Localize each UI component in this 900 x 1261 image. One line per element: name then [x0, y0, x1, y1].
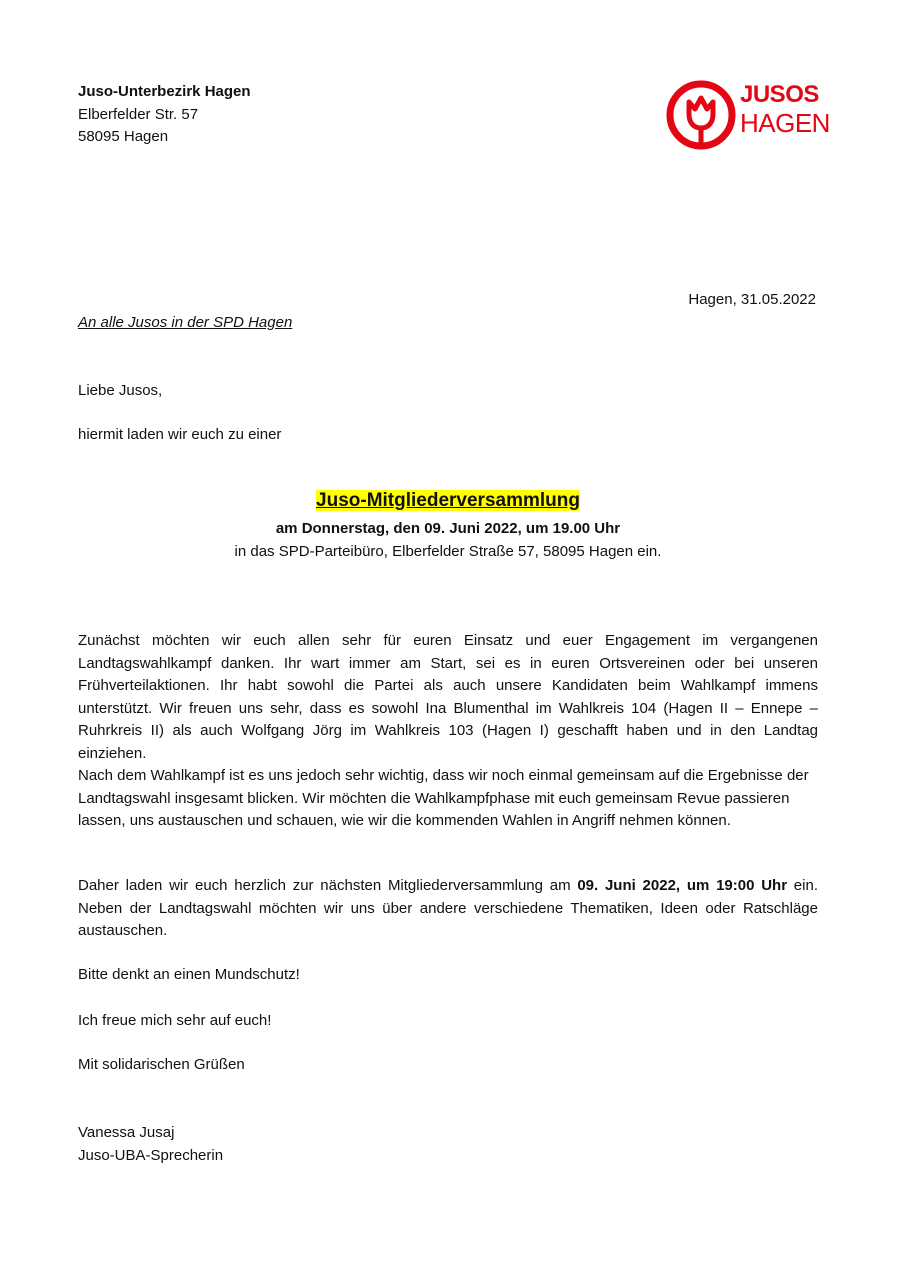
sender-name: Juso-Unterbezirk Hagen — [78, 83, 251, 100]
logo-wordmark — [740, 81, 830, 137]
intro-line: hiermit laden wir euch zu einer — [78, 426, 282, 443]
signer-name: Vanessa Jusaj — [78, 1124, 175, 1141]
invitation-date-bold: 09. Juni 2022, um 19:00 Uhr — [577, 877, 788, 894]
signature-block — [78, 1122, 223, 1167]
invitation-text-before: Daher laden wir euch herzlich zur nächsten Mitgliederversammlung am — [78, 877, 578, 894]
review-paragraph: Nach dem Wahlkampf ist es uns jedoch sehr wichtig, dass wir noch einmal gemeinsam auf die Ergebnisse der Landtagswahl insgesamt blicken. Wir möchten die Wahlkampfphase mit euch gemeinsam Revue passieren lassen, uns austauschen und schauen, wie wir die kommenden Wahlen in Angriff nehmen können. — [78, 767, 809, 829]
body-paragraph-1 — [78, 630, 818, 833]
event-datetime: am Donnerstag, den 09. Juni 2022, um 19.00 Uhr — [275, 520, 621, 537]
thanks-paragraph: Zunächst möchten wir euch allen sehr für euren Einsatz und euer Engagement im vergangenen Landtagswahlkampf danken. Ihr wart immer am Start, sei es in euren Ortsvereinen oder bei unseren Frühverteilaktionen. Ihr habt sowohl die Partei als auch unsere Kandidaten beim Wahlkampf immens unterstützt. Wir freuen uns sehr, dass es sowohl Ina Blumenthal im Wahlkreis 104 (Hagen II – Ennepe – Ruhrkreis II) als auch Wolfgang Jörg im Wahlkreis 103 (Hagen I) geschafft haben und in den Landtag einziehen. — [78, 632, 818, 762]
rose-in-circle-icon — [666, 78, 738, 152]
salutation: Liebe Jusos, — [78, 382, 163, 399]
sender-street: Elberfelder Str. 57 — [78, 105, 199, 123]
closing-line-2: Mit solidarischen Grüßen — [78, 1056, 245, 1073]
recipient-line: An alle Jusos in der SPD Hagen — [78, 314, 293, 331]
event-venue: in das SPD-Parteibüro, Elberfelder Straße 57, 58095 Hagen ein. — [234, 543, 662, 560]
logo-hagen-text: HAGEN — [740, 108, 830, 138]
event-title: Juso-Mitgliederversammlung — [316, 490, 580, 511]
mask-reminder: Bitte denkt an einen Mundschutz! — [78, 966, 300, 983]
sender-city: 58095 Hagen — [78, 128, 169, 145]
signer-role: Juso-UBA-Sprecherin — [78, 1146, 224, 1164]
closing-line-1: Ich freue mich sehr auf euch! — [78, 1012, 272, 1029]
jusos-hagen-logo — [666, 78, 830, 152]
body-paragraph-2 — [78, 875, 818, 943]
sender-address — [78, 81, 251, 149]
logo-jusos-text: JUSOS — [740, 81, 819, 108]
letter-date: Hagen, 31.05.2022 — [688, 291, 816, 308]
event-title-block — [78, 488, 818, 514]
invitation-text-after: ein. Neben der Landtagswahl möchten wir uns über andere verschiedene Thematiken, Ideen oder Ratschläge austauschen. — [78, 877, 818, 939]
